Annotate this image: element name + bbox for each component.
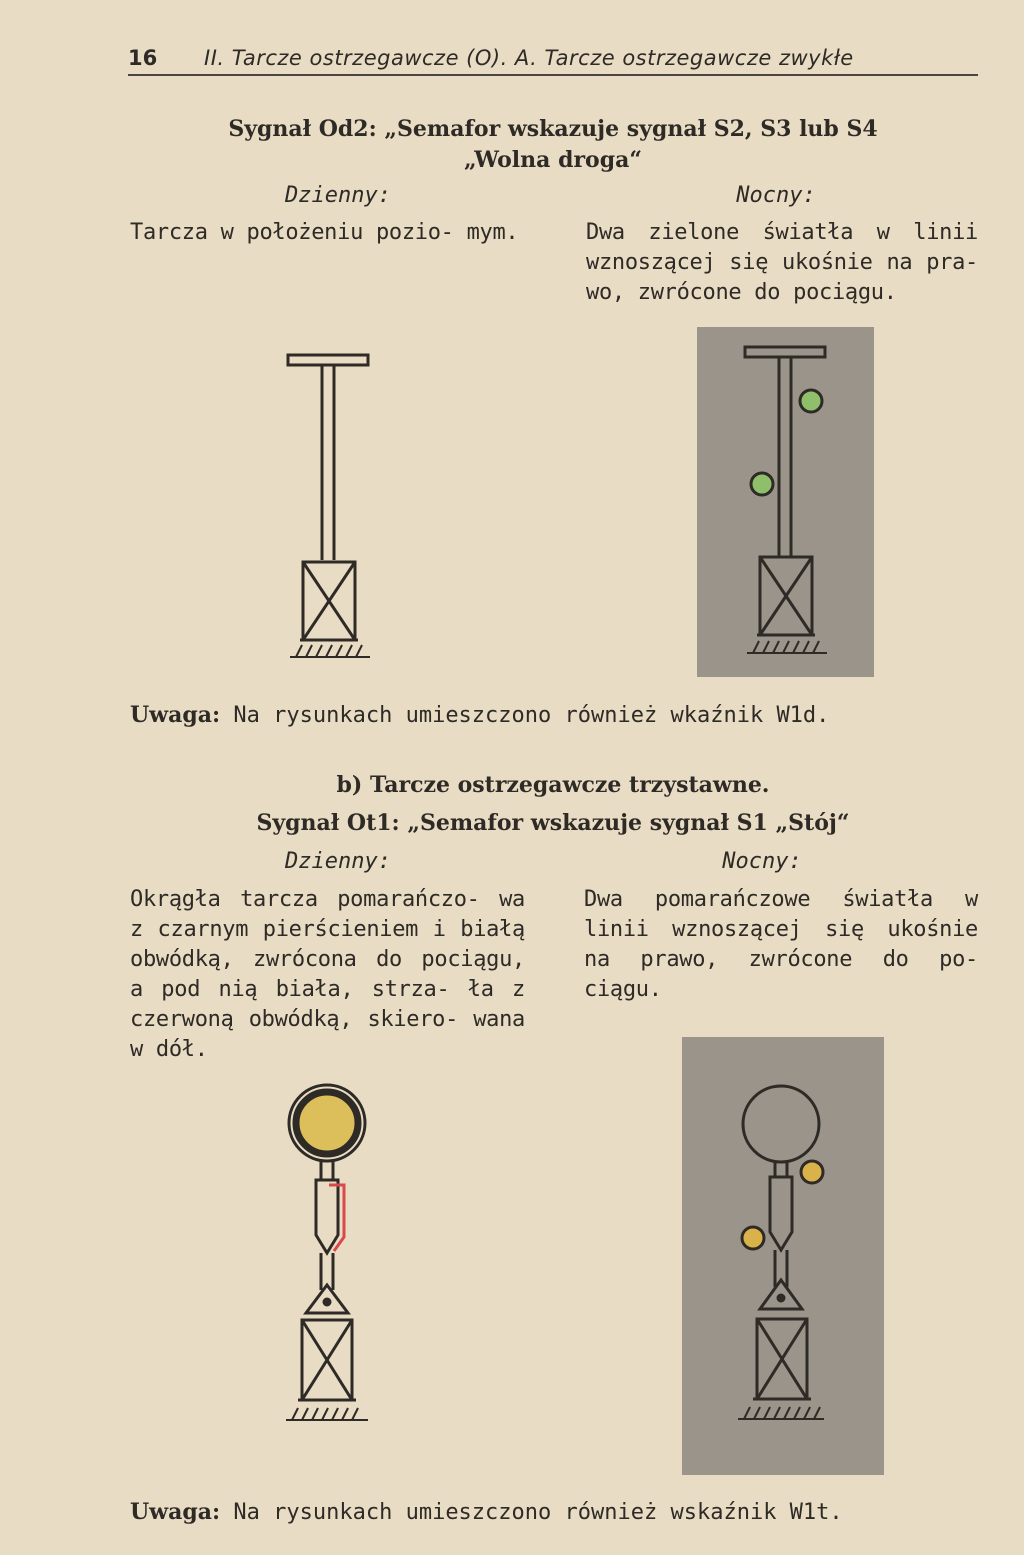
od2-note-text: Na rysunkach umieszczono również wkaźnik W1d. — [233, 703, 830, 728]
ot1-night-label: Nocny: — [722, 849, 802, 874]
orange-light-lower-icon — [742, 1227, 764, 1249]
od2-night-signal-figure — [697, 327, 874, 677]
od2-day-text: Tarcza w położeniu pozio- mym. — [130, 220, 519, 245]
green-light-lower-icon — [751, 473, 773, 495]
page-number: 16 — [128, 46, 158, 70]
ot1-day-signal-figure — [270, 1075, 390, 1435]
ot1-night-text: Dwa pomarańczowe światła w linii wznoszącej się ukośnie na prawo, zwrócone do po- ciągu. — [584, 887, 978, 1002]
green-light-upper-icon — [800, 390, 822, 412]
horizontal-board-icon — [288, 355, 368, 365]
od2-day-signal-figure — [270, 345, 390, 675]
ot1-note-label: Uwaga: — [130, 1499, 221, 1525]
ot1-note-text: Na rysunkach umieszczono również wskaźnik W1t. — [233, 1500, 843, 1525]
od2-signal-name: „Wolna droga“ — [463, 147, 643, 173]
running-title: II. Tarcze ostrzegawcze (O). A. Tarcze ostrzegawcze zwykłe — [204, 46, 854, 70]
running-head — [128, 44, 978, 76]
od2-note — [130, 702, 829, 728]
ot1-subheading: b) Tarcze ostrzegawcze trzystawne. — [336, 772, 770, 798]
white-arrow-icon — [316, 1180, 338, 1253]
ot1-day-text: Okrągła tarcza pomarańczo- wa z czarnym pierścieniem i białą obwódką, zwrócona do pociągu, a pod nią biała, strza- ła z czerwoną obwódką, skiero- wana w dół. — [130, 887, 525, 1062]
od2-day-label: Dzienny: — [285, 183, 391, 208]
od2-night-label: Nocny: — [736, 183, 816, 208]
ot1-night-signal-figure — [682, 1037, 884, 1475]
orange-light-upper-icon — [801, 1161, 823, 1183]
od2-night-text: Dwa zielone światła w linii wznoszącej się ukośnie na pra- wo, zwrócone do pociągu. — [586, 220, 978, 305]
od2-signal-line: Sygnał Od2: „Semafor wskazuje sygnał S2, S3 lub S4 — [228, 116, 878, 142]
od2-note-label: Uwaga: — [130, 702, 221, 728]
ot1-day-label: Dzienny: — [285, 849, 391, 874]
ot1-signal-line: Sygnał Ot1: „Semafor wskazuje sygnał S1 „Stój“ — [256, 810, 850, 836]
ot1-note — [130, 1499, 843, 1525]
disc-outline-icon — [743, 1086, 819, 1162]
